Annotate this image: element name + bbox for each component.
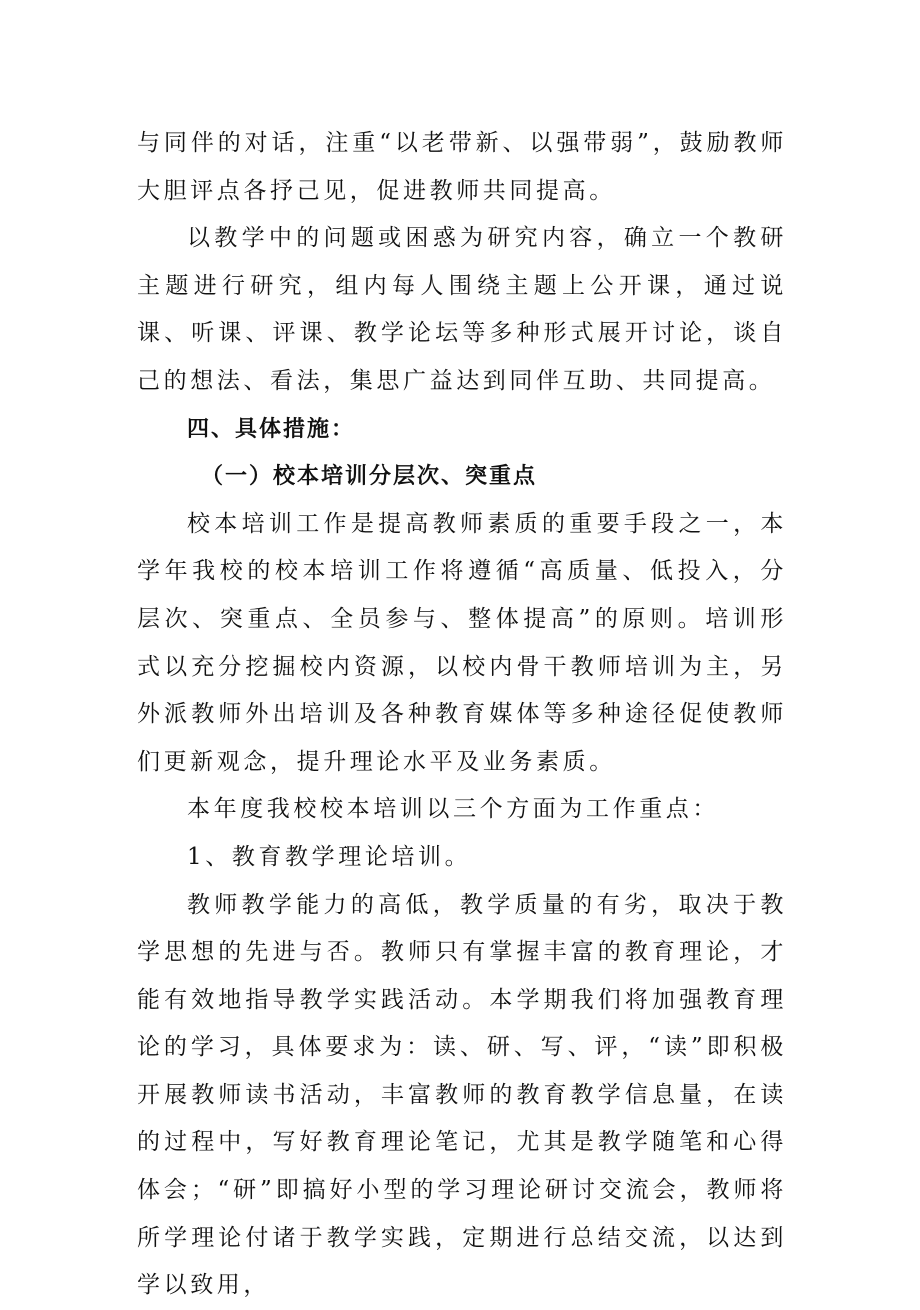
paragraph-training-principles: 校本培训工作是提高教师素质的重要手段之一，本学年我校的校本培训工作将遵循“高质量、低投入，分层次、突重点、全员参与、整体提高”的原则。培训形式以充分挖掘校内资源，以校内骨干教师培训为主，另外派教师外出培训及各种教育媒体等多种途径促使教师们更新观念，提升理论水平及业务素质。 — [137, 510, 787, 775]
subsection-heading-school-training: （一）校本培训分层次、突重点 — [201, 464, 538, 490]
document-body — [137, 120, 787, 1310]
paragraph-theory-requirements: 教师教学能力的高低，教学质量的有劣，取决于教学思想的先进与否。教师只有掌握丰富的教育理论，才能有效地指导教学实践活动。本学期我们将加强教育理论的学习，具体要求为：读、研、写、评，“读”即积极开展教师读书活动，丰富教师的教育教学信息量，在读的过程中，写好教育理论笔记，尤其是教学随笔和心得体会；“研”即搞好小型的学习理论研讨交流会，教师将所学理论付诸于教学实践，定期进行总结交流，以达到学以致用， — [137, 891, 787, 1299]
paragraph-peer-dialogue: 与同伴的对话，注重“以老带新、以强带弱”，鼓励教师大胆评点各抒己见，促进教师共同提高。 — [137, 130, 787, 204]
paragraph-research-topic: 以教学中的问题或困惑为研究内容，确立一个教研主题进行研究，组内每人围绕主题上公开课，通过说课、听课、评课、教学论坛等多种形式展开讨论，谈自己的想法、看法，集思广益达到同伴互助、共同提高。 — [137, 225, 787, 394]
paragraph-item-theory-training: 1、教育教学理论培训。 — [187, 843, 472, 870]
paragraph-three-focuses: 本年度我校校本培训以三个方面为工作重点： — [187, 796, 719, 823]
section-heading-measures: 四、具体措施： — [187, 416, 356, 442]
